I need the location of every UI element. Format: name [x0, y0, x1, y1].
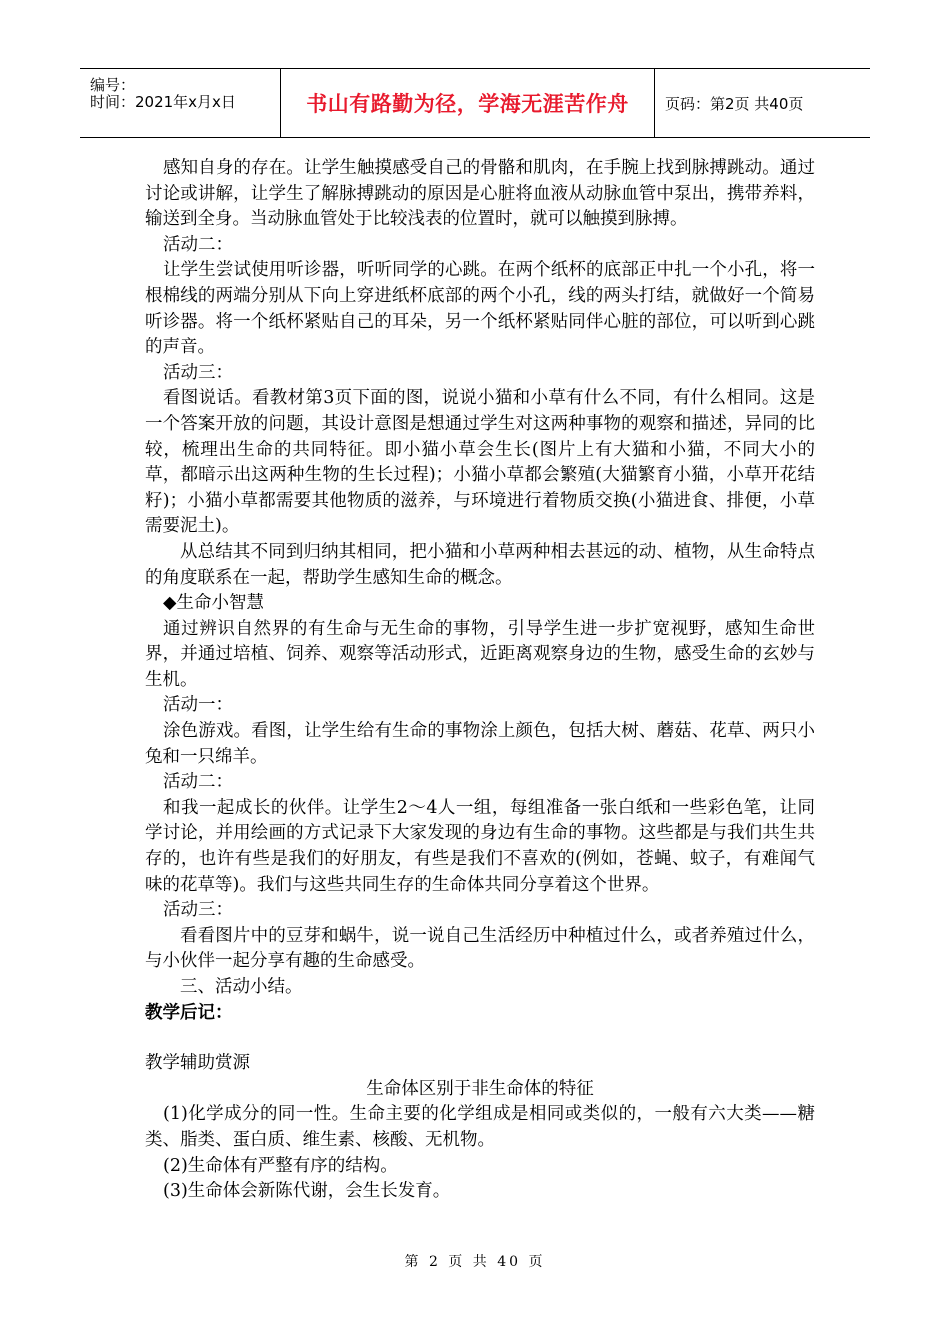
activity-heading: 活动三： [163, 900, 233, 921]
document-body [145, 156, 815, 1205]
spacer [145, 1026, 815, 1051]
paragraph: 和我一起成长的伙伴。让学生2～4人一组，每组准备一张白纸和一些彩色笔，让同学讨论，并用绘画的方式记录下大家发现的身边有生命的事物。这些都是与我们共生共存的，也许有些是我们的好朋友，有些是我们不喜欢的(例如，苍蝇、蚊子，有难闻气味的花草等)。我们与这些共同生存的生命体共同分享着这个世界。 [145, 797, 815, 895]
section-heading: ◆生命小智慧 [163, 593, 264, 614]
document-header [80, 68, 870, 138]
resource-heading: 教学辅助赏源 [145, 1053, 250, 1074]
paragraph: 看看图片中的豆芽和蜗牛，说一说自己生活经历中种植过什么，或者养殖过什么，与小伙伴一起分享有趣的生命感受。 [145, 925, 815, 972]
number-label: 编号： [90, 76, 136, 94]
activity-heading: 活动二： [163, 234, 233, 255]
paragraph: 涂色游戏。看图，让学生给有生命的事物涂上颜色，包括大树、蘑菇、花草、两只小兔和一只绵羊。 [145, 721, 815, 767]
resource-title: 生命体区别于非生命体的特征 [366, 1078, 594, 1099]
activity-heading: 活动二： [163, 772, 233, 793]
header-meta [80, 69, 280, 137]
time-label: 时间：2021年x月x日 [90, 93, 236, 111]
paragraph: 通过辨识自然界的有生命与无生命的事物，引导学生进一步扩宽视野，感知生命世界，并通过培植、饲养、观察等活动形式，近距离观察身边的生物，感受生命的玄妙与生机。 [145, 618, 815, 690]
activity-heading: 活动三： [163, 362, 233, 383]
paragraph: 让学生尝试使用听诊器，听听同学的心跳。在两个纸杯的底部正中扎一个小孔，将一根棉线的两端分别从下向上穿进纸杯底部的两个小孔，线的两头打结，就做好一个简易听诊器。将一个纸杯紧贴自己的耳朵，另一个纸杯紧贴同伴心脏的部位，可以听到心跳的声音。 [145, 260, 815, 358]
activity-heading: 活动一： [163, 695, 233, 716]
paragraph: 看图说话。看教材第3页下面的图，说说小猫和小草有什么不同，有什么相同。这是一个答案开放的问题，其设计意图是想通过学生对这两种事物的观察和描述，异同的比较，梳理出生命的共同特征。即小猫小草会生长(图片上有大猫和小猫，不同大小的草，都暗示出这两种生物的生长过程)；小猫小草都会繁殖(大猫繁育小猫，小草开花结籽)；小猫小草都需要其他物质的滋养，与环境进行着物质交换(小猫进食、排便，小草需要泥土)。 [145, 388, 815, 537]
afterword-heading: 教学后记： [145, 1002, 233, 1023]
page-footer: 第 2 页 共 40 页 [404, 1254, 546, 1270]
summary-heading: 三、活动小结。 [180, 977, 303, 997]
paragraph: 感知自身的存在。让学生触摸感受自己的骨骼和肌肉，在手腕上找到脉搏跳动。通过讨论或讲解，让学生了解脉搏跳动的原因是心脏将血液从动脉血管中泵出，携带养料，输送到全身。当动脉血管处于比较浅表的位置时，就可以触摸到脉搏。 [145, 158, 815, 230]
header-motto: 书山有路勤为径，学海无涯苦作舟 [306, 92, 629, 116]
resource-item: (2)生命体有严整有序的结构。 [163, 1155, 398, 1176]
header-page-info: 页码：第2页 共40页 [665, 94, 804, 113]
paragraph: 从总结其不同到归纳其相同，把小猫和小草两种相去甚远的动、植物，从生命特点的角度联系在一起，帮助学生感知生命的概念。 [145, 541, 815, 588]
resource-item: (1)化学成分的同一性。生命主要的化学组成是相同或类似的，一般有六大类——糖类、脂类、蛋白质、维生素、核酸、无机物。 [145, 1104, 815, 1150]
resource-item: (3)生命体会新陈代谢，会生长发育。 [163, 1181, 451, 1202]
